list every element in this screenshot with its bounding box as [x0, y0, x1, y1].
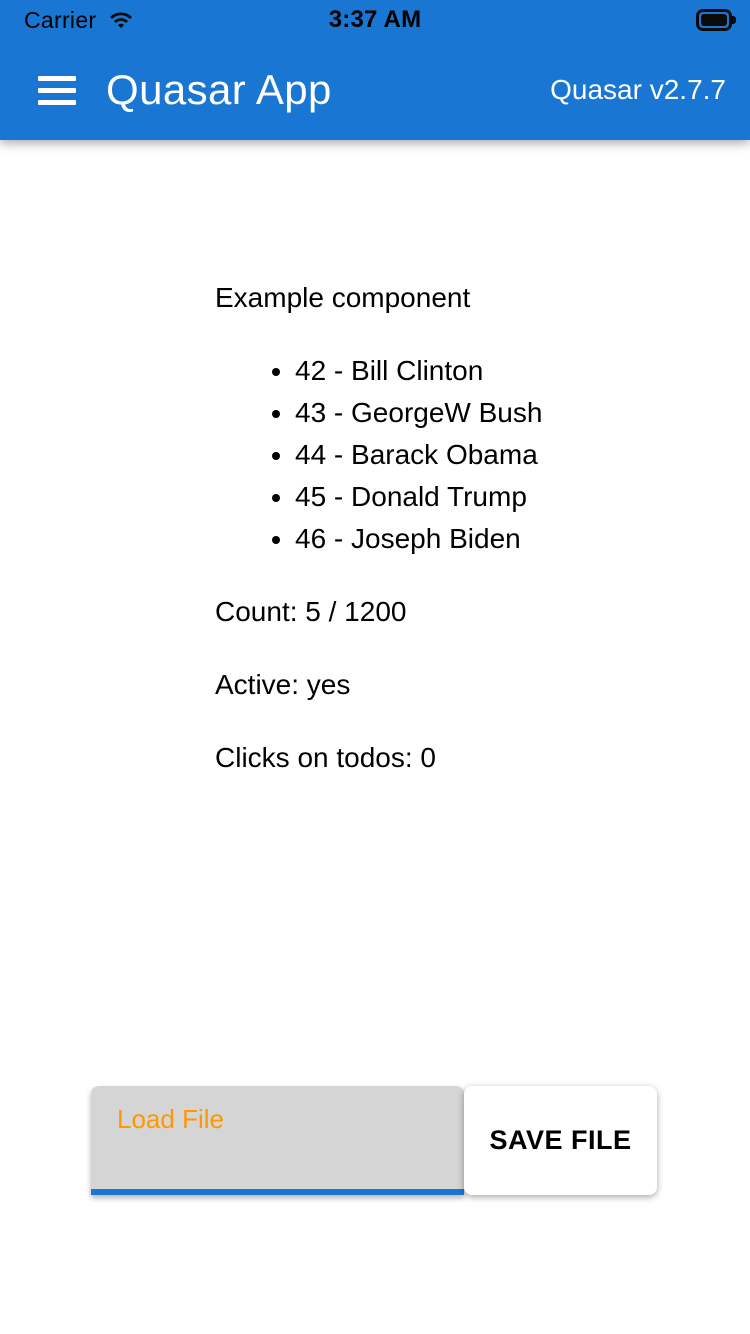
carrier-label: Carrier	[24, 6, 97, 33]
app-header	[0, 0, 750, 140]
load-file-label: Load File	[117, 1104, 224, 1134]
file-controls	[91, 1086, 657, 1195]
wifi-icon	[106, 8, 136, 32]
clock-label: 3:37 AM	[328, 6, 422, 33]
todo-item[interactable]: • 45 - Donald Trump	[295, 476, 710, 518]
todo-item[interactable]: • 44 - Barack Obama	[295, 434, 710, 476]
battery-nub	[732, 16, 736, 24]
load-file-input[interactable]	[91, 1086, 464, 1195]
hamburger-menu-icon[interactable]	[26, 60, 86, 120]
menu-bar	[38, 76, 76, 81]
menu-bar	[38, 100, 76, 105]
toolbar	[0, 40, 750, 140]
status-bar	[0, 0, 750, 40]
battery-icon	[696, 9, 736, 31]
count-label: Count: 5 / 1200	[215, 596, 407, 627]
todo-list	[215, 350, 710, 560]
todo-item[interactable]: • 43 - GeorgeW Bush	[295, 392, 710, 434]
save-file-button[interactable]: SAVE FILE	[464, 1086, 657, 1195]
active-label: Active: yes	[215, 669, 351, 700]
page-title: Quasar App	[106, 66, 332, 113]
battery-body	[696, 9, 732, 31]
clicks-label: Clicks on todos: 0	[215, 742, 436, 773]
battery-fill	[701, 14, 727, 26]
todo-item[interactable]: • 42 - Bill Clinton	[295, 350, 710, 392]
main-content	[0, 140, 750, 810]
example-component-heading: Example component	[215, 282, 471, 313]
todo-item[interactable]: • 46 - Joseph Biden	[295, 518, 710, 560]
version-label: Quasar v2.7.7	[550, 74, 726, 105]
menu-bar	[38, 88, 76, 93]
